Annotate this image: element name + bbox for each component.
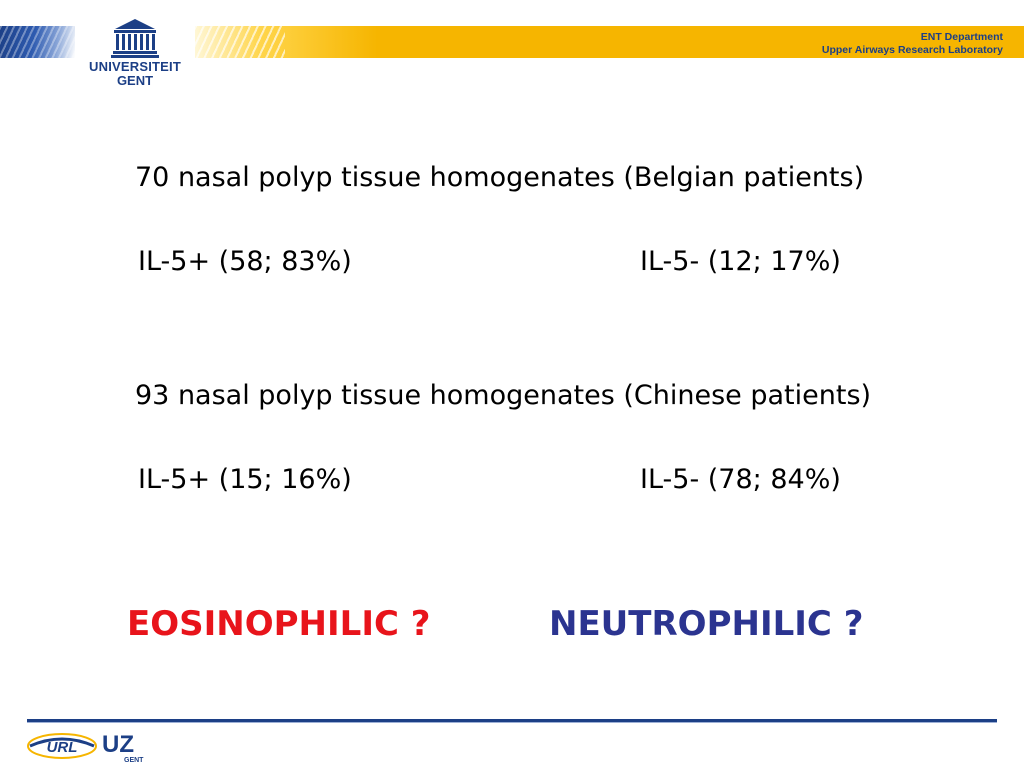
universiteit-gent-logo [85,15,185,91]
belgian-il5-negative: IL-5- (12; 17%) [640,246,841,277]
url-logo [26,730,98,762]
logo-wordmark-line2: GENT [116,73,154,88]
neutrophilic-label: NEUTROPHILIC ? [549,604,864,644]
belgian-il5-positive: IL-5+ (58; 83%) [138,246,352,277]
uz-logo-gent: GENT [124,757,144,764]
uz-logo-text: UZ [102,731,134,758]
department-name: ENT Department [920,31,1003,43]
uz-gent-logo [100,730,146,764]
logo-wordmark-line1: UNIVERSITEIT [89,59,181,74]
uz-gent-logo-mark [100,730,146,764]
belgian-heading: 70 nasal polyp tissue homogenates (Belgian patients) [135,162,865,193]
eosinophilic-label: EOSINOPHILIC ? [127,604,431,644]
chinese-il5-positive: IL-5+ (15; 16%) [138,464,352,495]
footer-divider-shadow [27,722,997,723]
laboratory-name: Upper Airways Research Laboratory [821,44,1003,56]
chinese-heading: 93 nasal polyp tissue homogenates (Chinese patients) [135,380,872,411]
chinese-il5-negative: IL-5- (78; 84%) [640,464,841,495]
url-logo-mark [26,730,98,762]
header-band-yellow-streaks [195,26,285,58]
university-building-icon [85,15,185,59]
department-label [822,31,1003,57]
url-logo-text: URL [46,739,78,756]
header-band-blue-streaks [0,26,75,58]
